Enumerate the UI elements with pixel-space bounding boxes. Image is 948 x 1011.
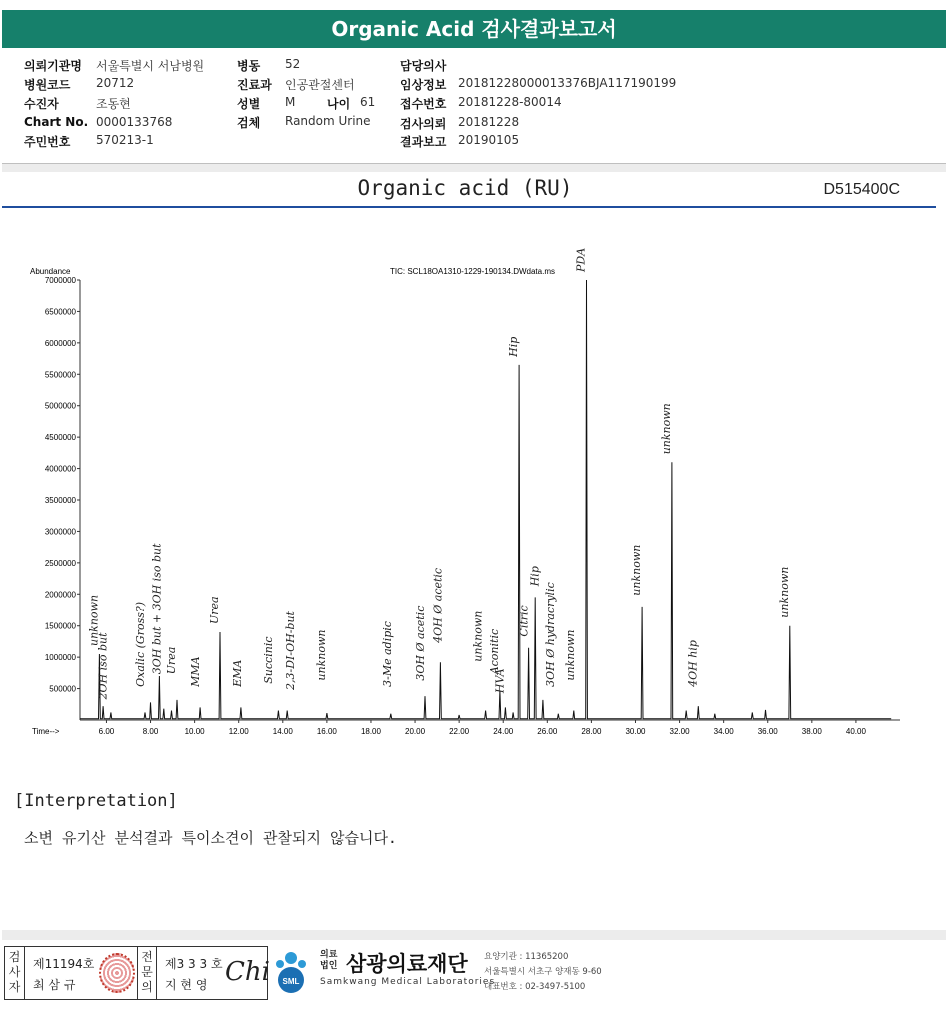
y-axis-label: Abundance [30,267,71,276]
hospital-code-value: 20712 [96,76,135,90]
peak-annotation: unknown [630,544,644,596]
clinical-info-label: 임상정보 [400,78,447,92]
test-request-value: 20181228 [458,115,520,129]
test-code: D515400C [823,181,900,198]
peak-annotation: 4OH hip [686,640,700,687]
inspector-name: 최 삼 규 [33,978,76,992]
peak-annotation: Succinic [261,636,275,684]
specimen-label: 검체 [237,116,261,130]
x-tick-label: 16.00 [316,727,337,736]
x-tick-label: 30.00 [625,727,646,736]
y-tick-label: 1500000 [44,621,76,631]
logo-abbr: SML [282,977,300,986]
age-label: 나이 [327,97,351,111]
y-tick-label: 1000000 [44,653,76,663]
inspector-seal [99,953,135,993]
org-type-text: 의료법인 [320,950,338,971]
peak-annotation: EMA [231,659,245,687]
y-tick-label: 4500000 [44,433,76,443]
x-tick-label: 6.00 [98,727,115,736]
x-tick-label: 18.00 [360,727,381,736]
peak-annotation: 3OH Ø acetic [414,605,428,681]
collector-label: 수진자 [24,97,59,111]
chart-no-label: Chart No. [24,115,89,129]
title-underline [2,206,936,208]
x-tick-label: 12.00 [228,727,249,736]
peak-annotation: unknown [563,629,577,681]
clinical-info-value: 20181228000013376BJA117190199 [458,76,677,90]
peak-annotation: HVA [493,668,507,694]
peak-annotation: Hip [528,566,542,587]
y-tick-label: 2500000 [44,558,76,568]
x-tick-label: 8.00 [142,727,159,736]
chromatogram-svg [20,247,910,744]
inspector-label [5,947,25,999]
department-value: 인공관절센터 [285,78,355,92]
y-tick-label: 4000000 [44,464,76,474]
y-tick-label: 5500000 [44,370,76,380]
org-name: 삼광의료재단 [346,952,468,976]
interpretation-title: [Interpretation] [14,791,178,811]
specimen-value: Random Urine [285,114,371,128]
x-axis-label: Time--> [32,727,60,736]
peak-annotation: PDA [574,247,588,272]
peak-annotation: Citric [517,605,531,637]
chromatogram-chart [20,247,910,744]
y-tick-label: 6500000 [44,307,76,317]
peak-annotation: unknown [87,594,101,646]
sex-value: M [285,95,296,109]
x-tick-label: 38.00 [801,727,822,736]
x-tick-label: 40.00 [845,727,866,736]
peak-annotation: 4OH Ø acetic [431,567,445,643]
inspector-license: 제11194호 [33,957,95,971]
y-tick-label: 6000000 [44,338,76,348]
collector-value: 조동현 [96,97,131,111]
receipt-no-label: 접수번호 [400,97,447,111]
peak-annotation: MMA [189,656,203,687]
peak-annotation: Aconitic [487,628,501,675]
x-tick-label: 24.00 [493,727,514,736]
requester-value: 서울특별시 서남병원 [96,59,205,73]
peak-annotation: 3OH but + 3OH iso but [150,543,164,675]
age-value: 61 [360,95,376,109]
chart-no-value: 0000133768 [96,115,173,129]
peak-annotation: 2,3-DI-OH-but [284,611,298,690]
doctor-label: 담당의사 [400,59,447,73]
signature-box [4,946,268,1000]
test-title: Organic acid (RU) [357,176,573,200]
org-type [320,950,342,972]
department-label: 진료과 [237,78,272,92]
y-tick-label: 7000000 [44,276,76,285]
x-tick-label: 28.00 [581,727,602,736]
ward-label: 병동 [237,59,261,73]
x-tick-label: 26.00 [537,727,558,736]
peak-annotation: unknown [314,629,328,681]
peak-annotation: unknown [659,403,673,455]
test-request-label: 검사의뢰 [400,117,447,131]
peak-annotation: 2OH iso but [96,632,110,700]
x-tick-label: 36.00 [757,727,778,736]
peak-annotation: Urea [164,646,178,675]
peak-annotation: Urea [207,596,221,624]
peak-annotation: unknown [471,610,485,662]
report-title-bar: Organic Acid 검사결과보고서 [2,10,946,48]
tic-trace [80,280,891,719]
peak-annotation: 3OH Ø hydracrylic [544,582,558,687]
chart-title: TIC: SCL18OA1310-1229-190134.DWdata.ms [390,267,555,276]
requester-label: 의뢰기관명 [24,59,82,73]
x-tick-label: 34.00 [713,727,734,736]
resident-no-label: 주민번호 [24,135,71,149]
x-tick-label: 22.00 [449,727,470,736]
y-tick-label: 3500000 [44,496,76,505]
patient-info-panel [2,52,946,164]
specialist-label [137,947,157,999]
y-tick-label: 5000000 [44,401,76,411]
sex-label: 성별 [237,97,261,111]
y-tick-label: 3000000 [44,527,76,537]
y-tick-label: 2000000 [44,590,76,600]
org-contact [484,950,602,995]
result-report-label: 결과보고 [400,135,447,149]
section-divider [2,164,946,172]
x-tick-label: 10.00 [184,727,205,736]
y-tick-label: 500000 [49,684,76,694]
peak-annotation: Hip [507,336,521,357]
resident-no-value: 570213-1 [96,133,154,147]
agency-number: 요양기관 : 11365200 [484,952,569,962]
specialist-signature: Chi [225,957,270,987]
receipt-no-value: 20181228-80014 [458,95,562,109]
interpretation-text: 소변 유기산 분석결과 특이소견이 관찰되지 않습니다. [24,829,397,847]
org-english-name: Samkwang Medical Laboratories [320,977,496,987]
org-phone: 대표번호 : 02-3497-5100 [484,982,586,992]
specialist-label-text: 전문의 [141,950,153,994]
x-tick-label: 20.00 [405,727,426,736]
footer-divider [2,930,946,940]
peak-annotation: 3-Me adipic [381,621,395,687]
sml-logo-icon [272,950,310,994]
peak-annotation: Oxalic (Gross?) [134,601,148,687]
x-tick-label: 32.00 [669,727,690,736]
specialist-name: 지 현 영 [165,978,208,992]
inspector-label-text: 검사자 [8,950,21,994]
org-address: 서울특별시 서초구 양재동 9-60 [484,967,602,977]
result-report-value: 20190105 [458,133,520,147]
specialist-license: 제3 3 3 호 [165,957,223,971]
hospital-code-label: 병원코드 [24,78,71,92]
x-tick-label: 14.00 [272,727,293,736]
peak-annotation: unknown [777,566,791,618]
ward-value: 52 [285,57,301,71]
